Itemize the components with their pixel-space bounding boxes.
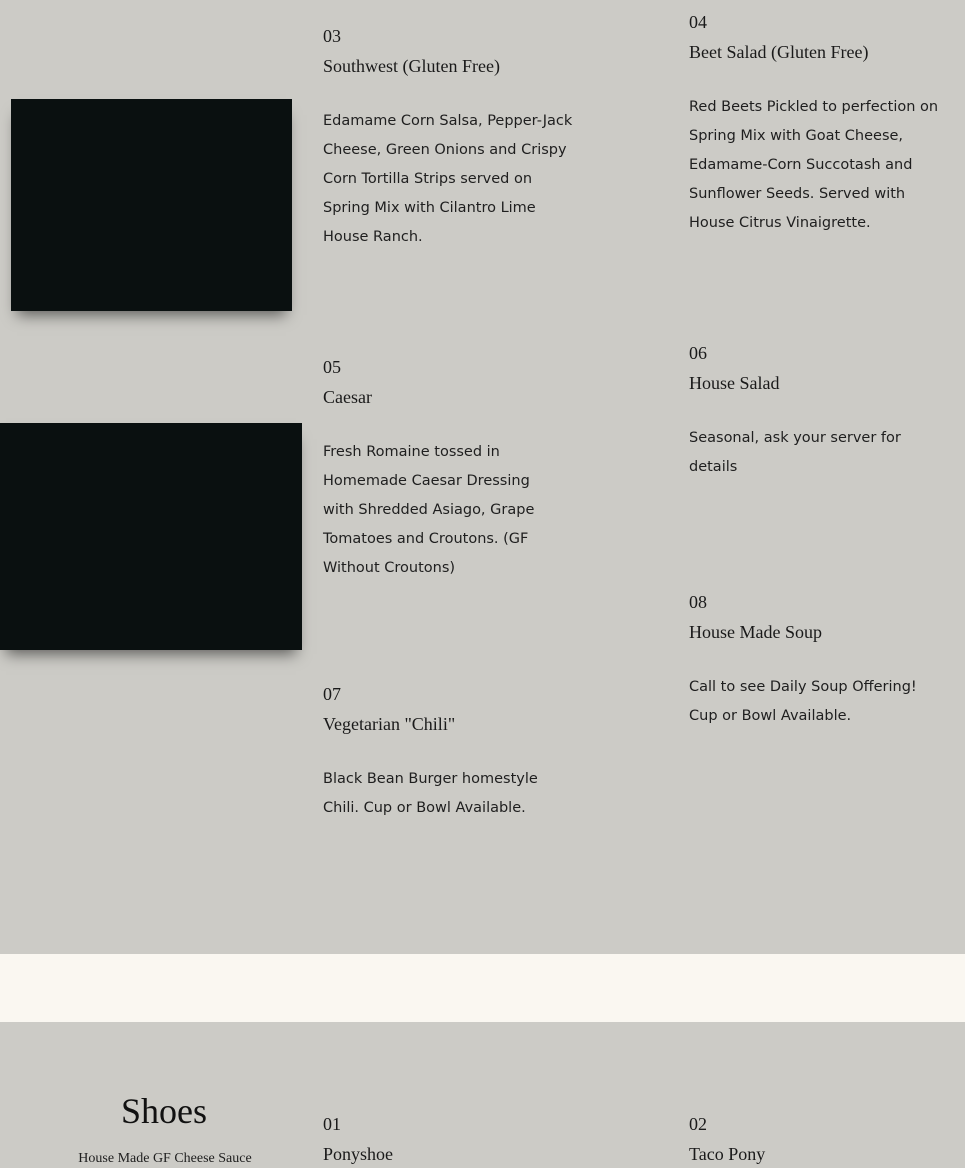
dish-photo-southwest (11, 99, 292, 311)
item-description: Black Bean Burger homestyle Chili. Cup or Bowl Available. (323, 771, 538, 816)
item-number: 07 (323, 684, 341, 704)
menu-item-house-salad (689, 342, 929, 482)
menu-item-caesar (323, 356, 563, 583)
section-subtitle: House Made GF Cheese Sauce (78, 1151, 252, 1166)
dish-photo-caesar (0, 423, 302, 650)
item-name: Beet Salad (Gluten Free) (689, 42, 869, 62)
item-name: Taco Pony (689, 1144, 766, 1164)
menu-item-taco-pony (689, 1113, 929, 1165)
item-number: 05 (323, 357, 341, 377)
item-name: House Made Soup (689, 622, 822, 642)
menu-item-house-soup (689, 591, 939, 731)
section-title: Shoes (120, 1091, 207, 1131)
item-number: 03 (323, 26, 341, 46)
item-description: Edamame Corn Salsa, Pepper-Jack Cheese, Green Onions and Crispy Corn Tortilla Strips served on Spring Mix with Cilantro Lime House Ranch. (323, 113, 573, 245)
item-number: 01 (323, 1114, 341, 1134)
item-description: Call to see Daily Soup Offering! Cup or Bowl Available. (689, 679, 917, 724)
menu-item-southwest (323, 25, 573, 252)
item-number: 08 (689, 592, 707, 612)
menu-item-vegetarian-chili (323, 683, 563, 823)
menu-item-beet-salad (689, 11, 939, 238)
item-name: House Salad (689, 373, 780, 393)
item-name: Caesar (323, 387, 372, 407)
item-number: 02 (689, 1114, 707, 1134)
item-description: Red Beets Pickled to perfection on Spring Mix with Goat Cheese, Edamame-Corn Succotash and Sunflower Seeds. Served with House Citrus Vinaigrette. (689, 99, 939, 231)
item-name: Ponyshoe (323, 1144, 394, 1164)
item-name: Southwest (Gluten Free) (323, 56, 500, 76)
item-name: Vegetarian "Chili" (323, 714, 456, 734)
item-description: Seasonal, ask your server for details (689, 430, 901, 475)
item-description: Fresh Romaine tossed in Homemade Caesar Dressing with Shredded Asiago, Grape Tomatoes and Croutons. (GF Without Croutons) (323, 444, 535, 576)
item-number: 06 (689, 343, 707, 363)
section-divider-band (0, 954, 965, 1022)
menu-item-ponyshoe (323, 1113, 563, 1165)
item-number: 04 (689, 12, 707, 32)
